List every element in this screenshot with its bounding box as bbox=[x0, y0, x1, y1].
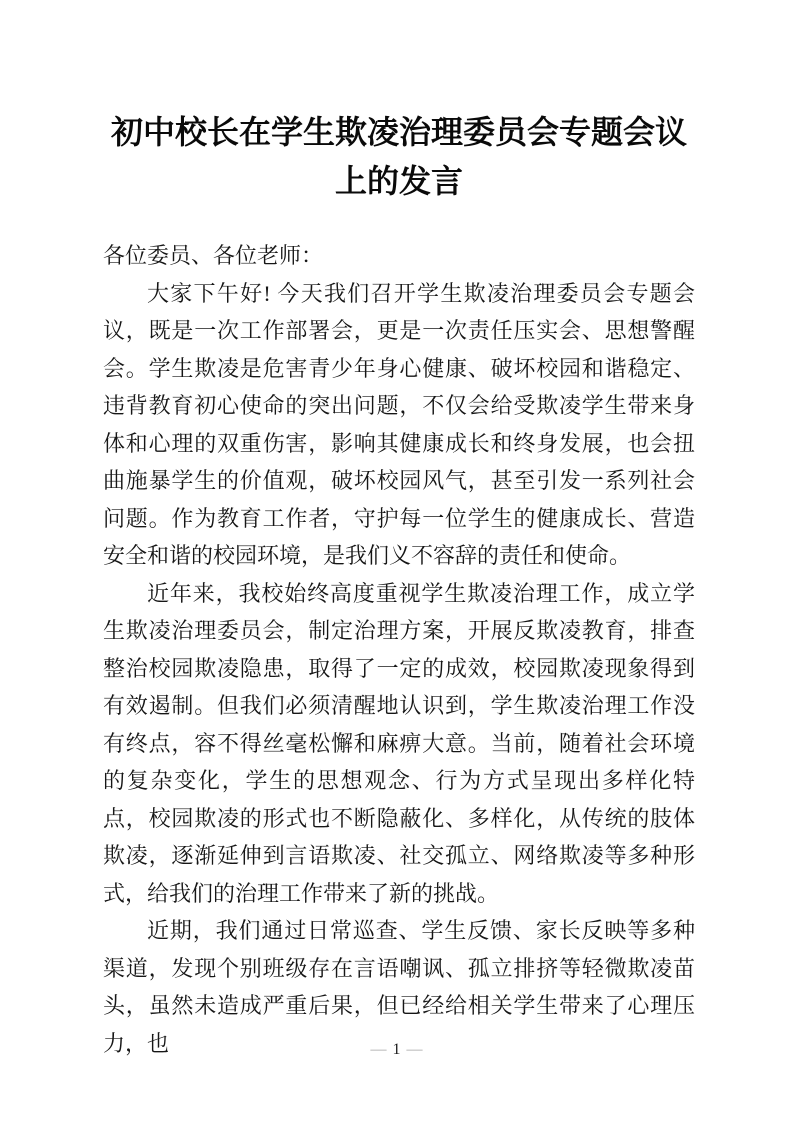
body-paragraph-1: 大家下午好! 今天我们召开学生欺凌治理委员会专题会议，既是一次工作部署会，更是一次责任压实会、思想警醒会。学生欺凌是危害青少年身心健康、破坏校园和谐稳定、违背教育初心使命的突出问题，不仅会给受欺凌学生带来身体和心理的双重伤害，影响其健康成长和终身发展，也会扭曲施暴学生的价值观，破坏校园风气，甚至引发一系列社会问题。作为教育工作者，守护每一位学生的健康成长、营造安全和谐的校园环境，是我们义不容辞的责任和使命。 bbox=[103, 280, 695, 568]
document-title-line-2: 上的发言 bbox=[334, 163, 463, 199]
body-paragraph-3: 近期，我们通过日常巡查、学生反馈、家长反映等多种渠道，发现个别班级存在言语嘲讽、孤立排挤等轻微欺凌苗头，虽然未造成严重后果，但已经给相关学生带来了心理压力，也 bbox=[103, 918, 695, 1056]
document-title-line-1: 初中校长在学生欺凌治理委员会专题会议 bbox=[110, 114, 687, 150]
page-number: 1 bbox=[392, 1041, 401, 1058]
body-paragraph-2: 近年来，我校始终高度重视学生欺凌治理工作，成立学生欺凌治理委员会，制定治理方案，开展反欺凌教育，排查整治校园欺凌隐患，取得了一定的成效，校园欺凌现象得到有效遏制。但我们必须清醒地认识到，学生欺凌治理工作没有终点，容不得丝毫松懈和麻痹大意。当前，随着社会环境的复杂变化，学生的思想观念、行为方式呈现出多样化特点，校园欺凌的形式也不断隐蔽化、多样化，从传统的肢体欺凌，逐渐延伸到言语欺凌、社交孤立、网络欺凌等多种形式，给我们的治理工作带来了新的挑战。 bbox=[103, 580, 695, 906]
footer-dash-left: — bbox=[370, 1041, 387, 1058]
salutation-line: 各位委员、各位老师： bbox=[103, 243, 324, 268]
document-body bbox=[103, 237, 695, 1062]
document-title bbox=[103, 108, 695, 206]
footer-dash-right: — bbox=[406, 1041, 423, 1058]
page-footer bbox=[0, 1040, 793, 1060]
